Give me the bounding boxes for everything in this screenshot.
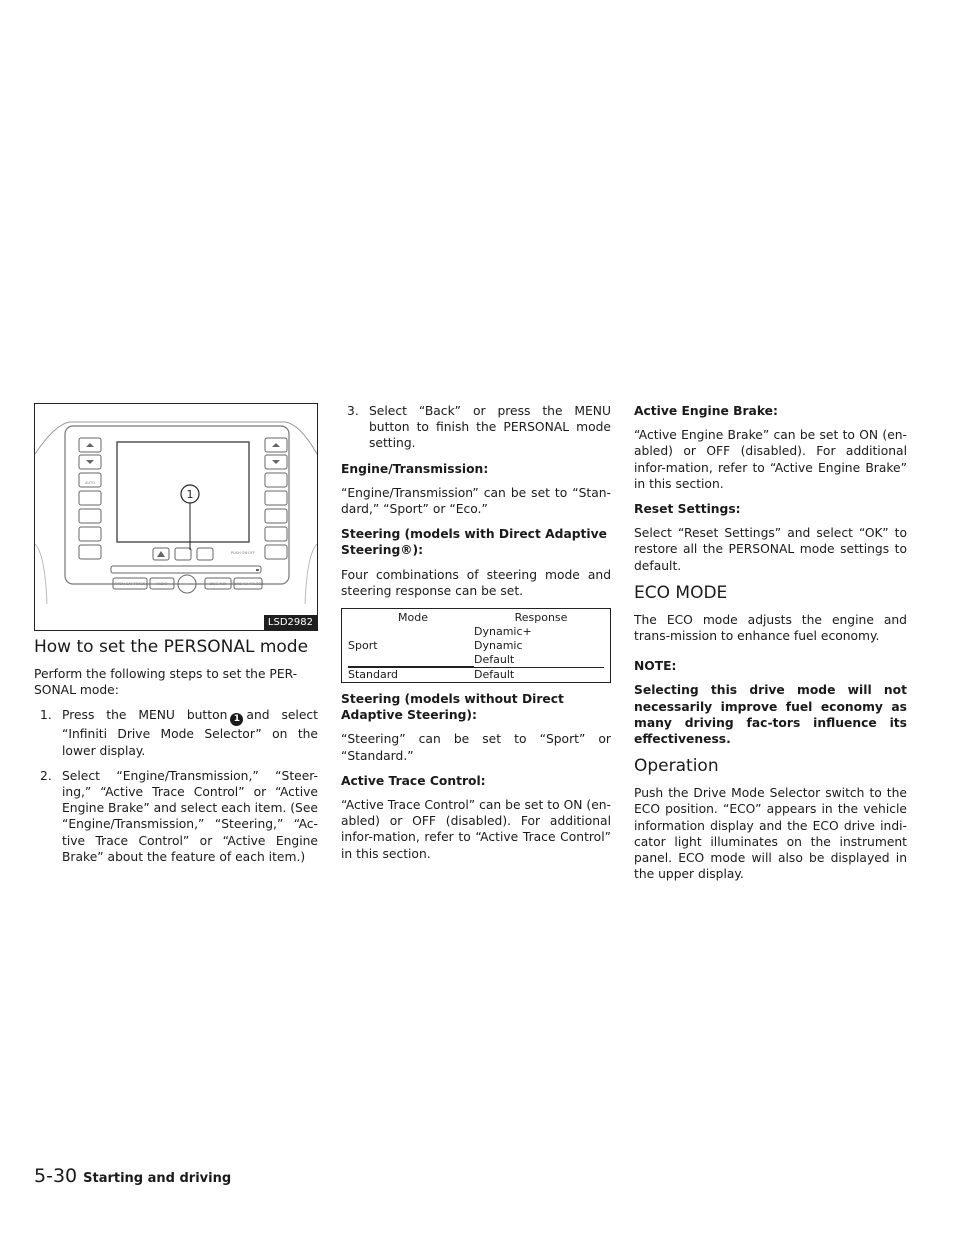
intro-text: Perform the following steps to set the PER-SONAL mode: (34, 667, 298, 698)
mode-sport (348, 625, 474, 667)
step-2 (34, 768, 318, 865)
response-dynamic-plus: Dynamic+ (474, 625, 532, 639)
engine-heading: Engine/Transmission: (341, 461, 489, 476)
operation-text: Push the Drive Mode Selector switch to the ECO position. “ECO” appears in the vehicle information display and the ECO drive indi-cator light illuminates on the instrument panel. ECO mode will also be displayed in the upper display. (634, 786, 907, 882)
eco-mode-heading: ECO MODE (634, 582, 728, 603)
track-label: OPEN·CAT TRACK (114, 582, 146, 586)
page-footer (34, 1165, 231, 1187)
column-right (634, 403, 907, 891)
step-3-number: 3. (347, 404, 359, 418)
table-row-standard (348, 667, 604, 682)
radio-label: RADIO (156, 582, 168, 586)
step-2-text: Select “Engine/Transmission,” “Steer-ing,” “Active Trace Control” or “Active Engine Brake” and select each item. (See “Engine/Transmission,” “Steering,” “Ac-tive Trace Control” or “Active Engine Brake” about the feature of each item.) (62, 768, 318, 864)
steering-mode-table (341, 608, 611, 683)
note-text: Selecting this drive mode will not necessarily improve fuel economy as many driving fac-tors influence its effectiveness. (634, 683, 907, 747)
atc-text: “Active Trace Control” can be set to ON (en-abled) or OFF (disabled). For additional infor-mation, refer to “Active Trace Control” in this section. (341, 798, 611, 861)
table-row-sport (348, 625, 604, 667)
control-panel-illustration (35, 404, 317, 630)
sport-responses (474, 625, 604, 667)
reset-heading: Reset Settings: (634, 502, 741, 517)
callout-number: 1 (186, 488, 194, 501)
mode-standard: Standard (348, 668, 399, 682)
step-3 (341, 403, 611, 452)
figure-code: LSD2982 (264, 615, 317, 630)
mode-sport-label: Sport (348, 638, 378, 652)
step-1-text-b: and select “Infiniti Drive Mode Selector” on the lower display. (62, 708, 318, 758)
steps-list (34, 707, 318, 865)
step-1-text-a: Press the MENU button (62, 708, 228, 723)
disc-aux-label: DISC·AUX (209, 582, 227, 586)
column-middle (341, 403, 611, 871)
folder-label: TUNE·CH FOLDER (232, 582, 264, 586)
aeb-text: “Active Engine Brake” can be set to ON (en-abled) or OFF (disabled). For additional infor-mation, refer to “Active Engine Brake” in this section. (634, 428, 907, 491)
page-number: 5-30 (34, 1165, 78, 1187)
standard-response: Default (474, 668, 515, 682)
eco-text: The ECO mode adjusts the engine and trans-mission to enhance fuel economy. (634, 612, 907, 644)
note-heading: NOTE: (634, 659, 677, 674)
col-response: Response (514, 611, 568, 625)
step-2-number: 2. (40, 768, 52, 783)
step-3-text: Select “Back” or press the MENU button to finish the PERSONAL mode setting. (369, 404, 611, 451)
auto-label: AUTO (85, 481, 95, 485)
step-1 (34, 707, 318, 758)
callout-badge: 1 (230, 713, 243, 726)
steps-list-cont (341, 403, 611, 452)
power-label: PUSH ON·OFF (231, 551, 255, 555)
reset-text: Select “Reset Settings” and select “OK” to restore all the PERSONAL mode settings to default. (634, 526, 907, 573)
aeb-heading: Active Engine Brake: (634, 404, 778, 418)
steering-text: “Steering” can be set to “Sport” or “Standard.” (341, 732, 611, 763)
operation-heading: Operation (634, 756, 719, 777)
response-dynamic: Dynamic (474, 639, 523, 653)
table-header (348, 611, 604, 625)
steering-heading: Steering (models without Direct Adaptive Steering): (341, 692, 564, 723)
chapter-title: Starting and driving (83, 1171, 232, 1186)
col-mode: Mode (398, 611, 428, 625)
personal-mode-heading: How to set the PERSONAL mode (34, 637, 309, 657)
steering-das-heading: Steering (models with Direct Adaptive Steering®): (341, 527, 608, 558)
step-1-number: 1. (40, 708, 52, 723)
atc-heading: Active Trace Control: (341, 773, 486, 788)
column-left (34, 403, 318, 874)
response-default: Default (474, 653, 515, 667)
control-panel-figure (34, 403, 318, 631)
steering-das-text: Four combinations of steering mode and steering response can be set. (341, 567, 611, 598)
engine-text: “Engine/Transmission” can be set to “Stan-dard,” “Sport” or “Eco.” (341, 485, 611, 517)
